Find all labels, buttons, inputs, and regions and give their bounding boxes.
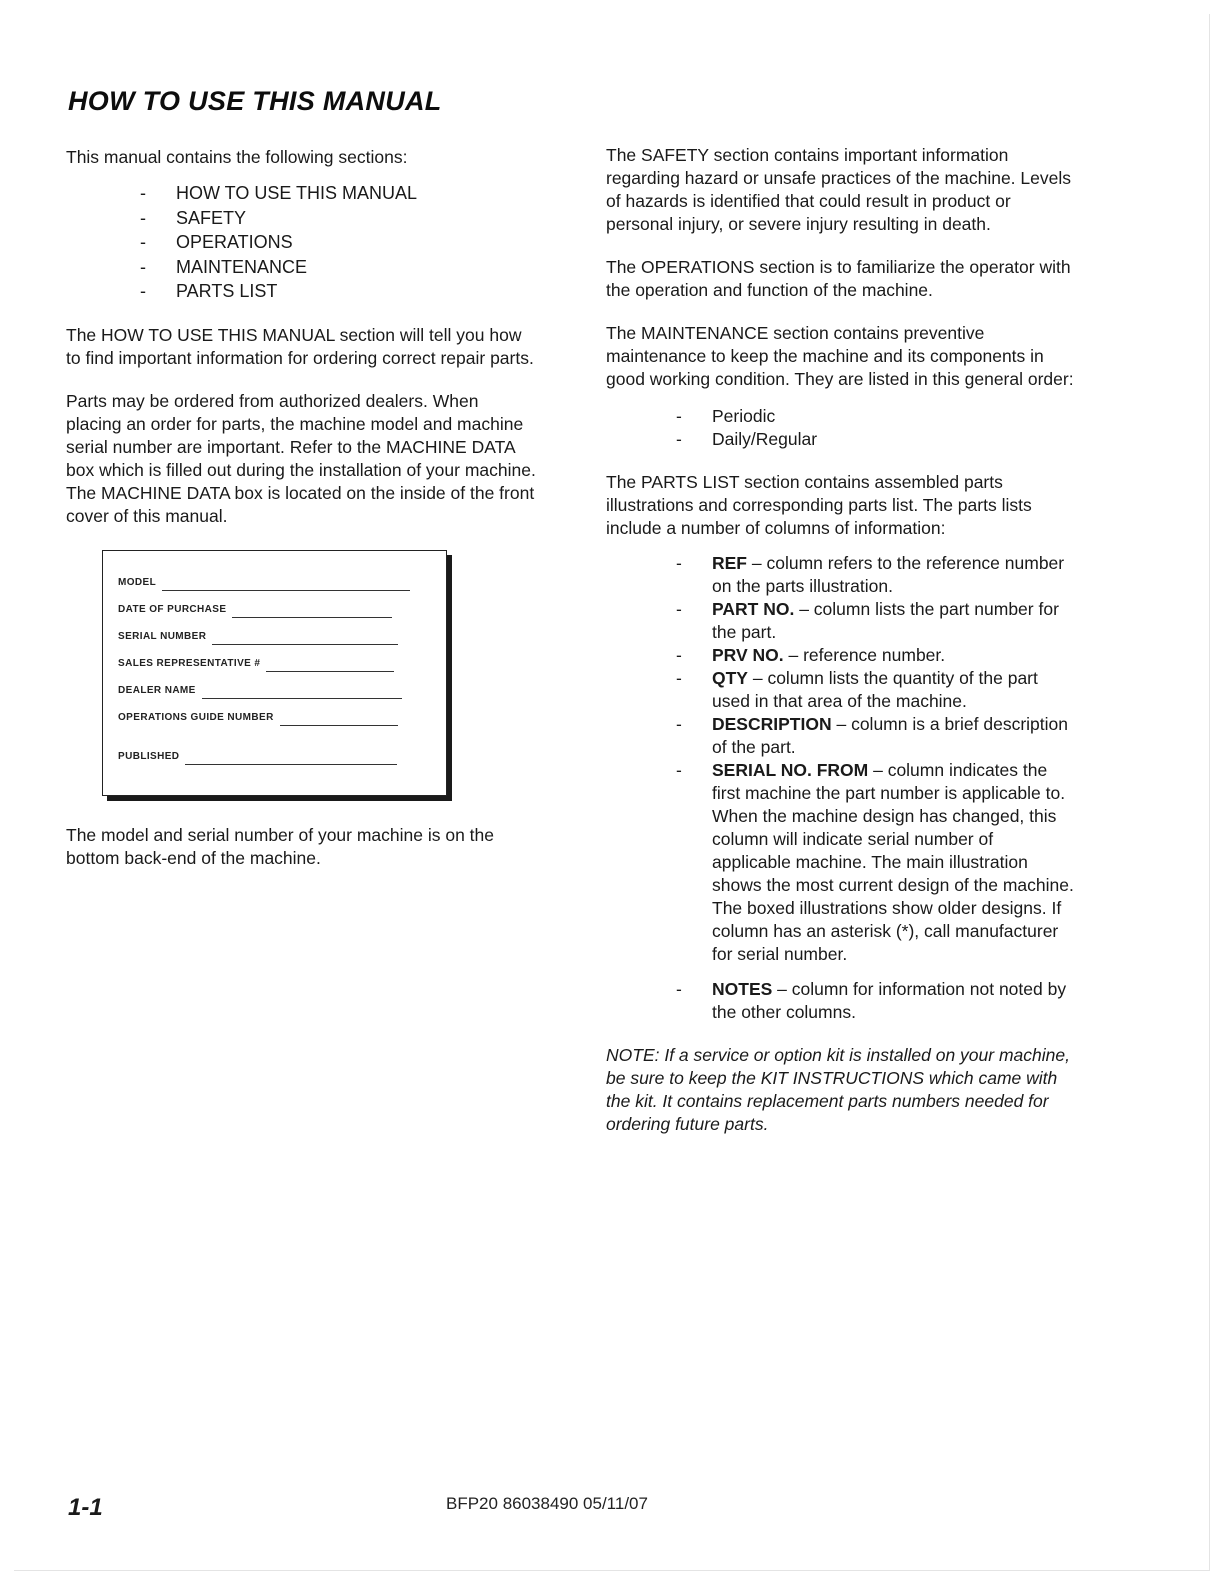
column-item-notes: - NOTES – column for information not noted by the other columns.: [676, 978, 1076, 1024]
list-item: - Periodic: [676, 405, 1076, 428]
sections-list: [66, 181, 536, 304]
parts-list-paragraph: The PARTS LIST section contains assembled parts illustrations and corresponding parts list. The parts lists include a number of columns of information:: [606, 472, 1032, 538]
right-column: [606, 144, 1076, 1136]
left-column: [66, 146, 536, 870]
column-item-ref: - REF – column refers to the reference number on the parts illustration.: [676, 552, 1076, 598]
parts-columns-list: [606, 552, 1076, 1024]
model-serial-paragraph: The model and serial number of your machine is on the bottom back-end of the machine.: [66, 824, 495, 868]
operations-paragraph: The OPERATIONS section is to familiarize the operator with the operation and function of the machine.: [606, 257, 1071, 300]
list-item: - SAFETY: [140, 206, 536, 231]
data-row-published: PUBLISHED: [118, 741, 446, 768]
document-id: BFP20 86038490 05/11/07: [446, 1494, 648, 1513]
data-row-serial-number: SERIAL NUMBER: [118, 621, 446, 648]
data-row-date-of-purchase: DATE OF PURCHASE: [118, 594, 446, 621]
data-row-model: MODEL: [118, 567, 446, 594]
data-row-dealer-name: DEALER NAME: [118, 675, 446, 702]
parts-ordering-paragraph: Parts may be ordered from authorized dealers. When placing an order for parts, the machine model and machine serial number are important. Refer to the MACHINE DATA box which is filled out during the installation of your machine. The MACHINE DATA box is located on the inside of the front cover of this manual.: [66, 390, 536, 526]
column-item-part-no: - PART NO. – column lists the part number for the part.: [676, 598, 1076, 644]
safety-paragraph: The SAFETY section contains important information regarding hazard or unsafe practices of the machine. Levels of hazards is identified that could result in product or personal injury, or severe injury resulting in death.: [606, 145, 1071, 234]
machine-data-box: [102, 550, 447, 796]
data-row-sales-representative: SALES REPRESENTATIVE #: [118, 648, 446, 675]
intro-text: This manual contains the following sections:: [66, 147, 408, 167]
page-number: 1-1: [68, 1494, 103, 1521]
list-item: - Daily/Regular: [676, 428, 1076, 451]
maintenance-paragraph: The MAINTENANCE section contains preventive maintenance to keep the machine and its components in good working condition. They are listed in this general order:: [606, 323, 1074, 389]
column-item-prv-no: - PRV NO. – reference number.: [676, 644, 1076, 667]
list-item: - PARTS LIST: [140, 279, 536, 304]
column-item-qty: - QTY – column lists the quantity of the part used in that area of the machine.: [676, 667, 1076, 713]
data-row-operations-guide: OPERATIONS GUIDE NUMBER: [118, 702, 446, 729]
column-item-description: - DESCRIPTION – column is a brief description of the part.: [676, 713, 1076, 759]
maintenance-order-list: [606, 405, 1076, 451]
page-title: HOW TO USE THIS MANUAL: [68, 86, 442, 116]
list-item: - MAINTENANCE: [140, 255, 536, 280]
list-item: - OPERATIONS: [140, 230, 536, 255]
list-item: - HOW TO USE THIS MANUAL: [140, 181, 536, 206]
how-to-paragraph: The HOW TO USE THIS MANUAL section will tell you how to find important information for ordering correct repair parts.: [66, 324, 534, 368]
kit-note: NOTE: If a service or option kit is installed on your machine, be sure to keep the KIT INSTRUCTIONS which came with the kit. It contains replacement parts numbers needed for ordering future parts.: [606, 1045, 1070, 1134]
column-item-serial-no-from: - SERIAL NO. FROM – column indicates the first machine the part number is applicable to. When the machine design has changed, this column will indicate serial number of applicable machine. The main illustration shows the most current design of the machine. The boxed illustrations show older designs. If column has an asterisk (*), call manufacturer for serial number.: [676, 759, 1076, 966]
